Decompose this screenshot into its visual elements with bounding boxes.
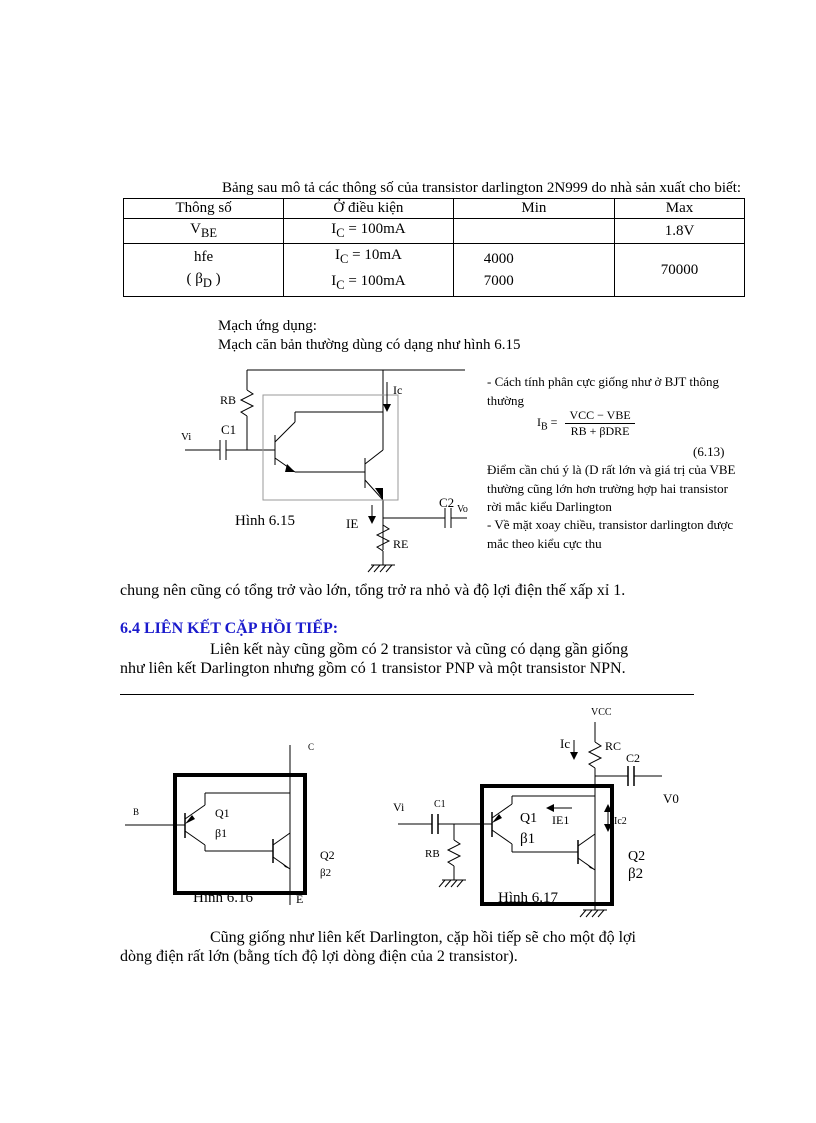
col-header-param: Thông số: [124, 199, 284, 219]
label-c1: C1: [434, 799, 446, 810]
label-ic: Ic: [393, 383, 403, 397]
figure-6-17: [390, 700, 690, 920]
caption-6-17: Hình 6.17: [498, 890, 558, 906]
col-header-cond: Ở điều kiện: [284, 199, 454, 219]
label-b1: β1: [520, 831, 536, 847]
formula-numerator: VCC − VBE: [565, 408, 634, 424]
formula-6-13: $I_B$ = VCC − VBE RB + βDRE: [537, 408, 635, 439]
label-vo: Vo: [457, 504, 468, 515]
col-header-min: Min: [453, 199, 614, 219]
label-q1: Q1: [215, 806, 230, 820]
label-b1: β1: [215, 826, 228, 840]
label-ie: IE: [346, 516, 359, 531]
caption-6-16: Hình 6.16: [193, 890, 253, 906]
label-b2: β2: [628, 866, 644, 882]
note-line6: mắc theo kiểu cực thu: [487, 536, 602, 551]
cell-min: [453, 219, 614, 244]
label-ic2: Ic2: [614, 816, 627, 827]
note-line1: - Cách tính phân cực giống như ở BJT thông: [487, 374, 719, 389]
caption-6-15: Hình 6.15: [235, 513, 295, 529]
label-ic: Ic: [560, 736, 571, 751]
label-ie1: IE1: [552, 813, 570, 827]
col-header-max: Max: [615, 199, 745, 219]
label-e: E: [296, 892, 304, 906]
paragraph-3a: Cũng giống như liên kết Darlington, cặp hồi tiếp sẽ cho một độ lợi: [210, 929, 636, 946]
label-b2: β2: [320, 867, 332, 879]
spec-table: [123, 198, 745, 297]
label-rb: RB: [425, 848, 440, 860]
figure-6-16: [125, 735, 365, 910]
label-c1: C1: [221, 422, 237, 437]
label-q2: Q2: [320, 848, 335, 862]
formula-number: (6.13): [693, 444, 725, 459]
label-vcc: VCC: [591, 707, 612, 718]
note-line3: thường cũng lớn hơn trường hợp hai transistor: [487, 481, 728, 496]
label-b: B: [133, 807, 140, 817]
cell-max: 1.8V: [615, 219, 745, 244]
cell-cond: $I_C = 100mA$: [284, 219, 454, 244]
paragraph-3b: dòng điện rất lớn (bằng tích độ lợi dòng điện của 2 transistor).: [120, 948, 518, 965]
cell-param-hfe: hfe ( $\beta_D$ ): [124, 244, 284, 297]
label-rb: RB: [220, 393, 237, 407]
note-line2: Điểm cần chú ý là (D rất lớn và giá trị của VBE: [487, 462, 736, 477]
label-vi: Vi: [393, 800, 405, 814]
label-q2: Q2: [628, 849, 646, 864]
table-row: [124, 219, 745, 244]
app-line1: Mạch ứng dụng:: [218, 318, 317, 334]
cell-min: 4000 7000: [453, 244, 614, 297]
paragraph-2a: Liên kết này cũng gồm có 2 transistor và cũng có dạng gần giống: [210, 641, 629, 658]
label-c: C: [308, 742, 315, 752]
label-vi: Vi: [181, 431, 192, 443]
note-line4: rời mắc kiểu Darlington: [487, 499, 612, 514]
paragraph-2b: như liên kết Darlington nhưng gồm có 1 transistor PNP và một transistor NPN.: [120, 660, 626, 677]
cell-cond: $I_C = 10mA$ $I_C = 100mA$: [284, 244, 454, 297]
label-c2: C2: [626, 751, 641, 765]
figure-6-15: [175, 360, 475, 585]
label-re: RE: [393, 537, 409, 551]
label-vo: V0: [663, 791, 679, 806]
table-intro: Bảng sau mô tả các thông số của transistor darlington 2N999 do nhà sản xuất cho biết:: [222, 180, 742, 196]
cell-max: 70000: [615, 244, 745, 297]
cell-param-vbe: $V_{BE}$: [124, 219, 284, 244]
paragraph-1: chung nên cũng có tổng trở vào lớn, tổng trở ra nhỏ và độ lợi điện thế xấp xỉ 1.: [120, 582, 626, 599]
label-rc: RC: [605, 739, 622, 753]
label-c2: C2: [439, 495, 455, 510]
label-q1: Q1: [520, 811, 538, 826]
formula-denominator: RB + βDRE: [570, 424, 630, 438]
table-header-row: [124, 199, 745, 219]
section-heading: 6.4 LIÊN KẾT CẶP HỒI TIẾP:: [120, 620, 339, 637]
app-line2: Mạch căn bản thường dùng có dạng như hình 6.15: [218, 337, 521, 353]
table-row: [124, 244, 745, 297]
note-line5: - Về mặt xoay chiều, transistor darlington được: [487, 517, 734, 532]
note-line1b: thường: [487, 393, 525, 408]
divider: [120, 694, 694, 695]
